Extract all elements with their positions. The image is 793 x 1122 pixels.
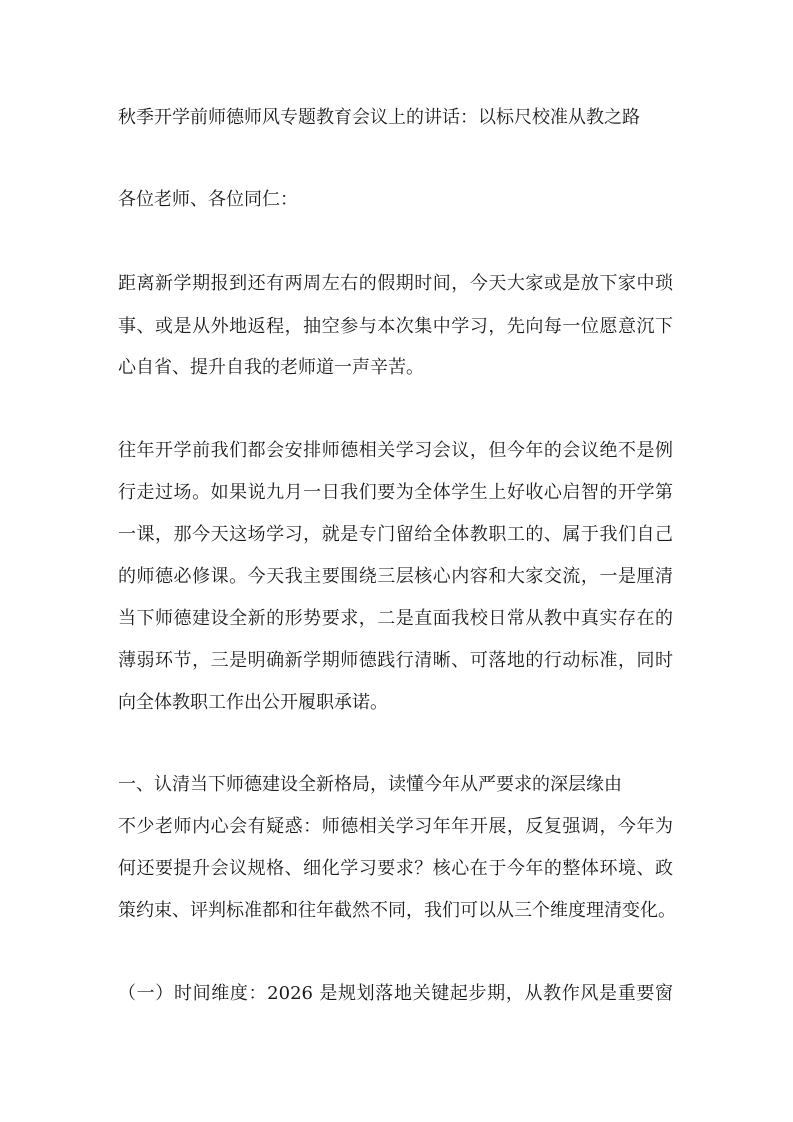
paragraph-line: 何还要提升会议规格、细化学习要求？核心在于今年的整体环境、政: [118, 858, 673, 879]
paragraph-line: 一课，那今天这场学习，就是专门留给全体教职工的、属于我们自己: [118, 524, 673, 545]
paragraph-line: 向全体教职工作出公开履职承诺。: [118, 692, 388, 713]
document-title: 秋季开学前师德师风专题教育会议上的讲话：以标尺校准从教之路: [118, 107, 640, 128]
paragraph-line: 当下师德建设全新的形势要求，二是直面我校日常从教中真实存在的: [118, 608, 673, 629]
salutation: 各位老师、各位同仁：: [118, 189, 298, 210]
paragraph-line: 不少老师内心会有疑惑：师德相关学习年年开展，反复强调，今年为: [118, 816, 673, 837]
paragraph-line: 薄弱环节，三是明确新学期师德践行清晰、可落地的行动标准，同时: [118, 650, 673, 671]
section-heading-1: 一、认清当下师德建设全新格局，读懂今年从严要求的深层缘由: [118, 774, 622, 795]
paragraph-line: 行走过场。如果说九月一日我们要为全体学生上好收心启智的开学第: [118, 482, 673, 503]
paragraph-line: 事、或是从外地返程，抽空参与本次集中学习，先向每一位愿意沉下: [118, 316, 673, 337]
subsection-heading-1: （一）时间维度：2026 是规划落地关键起步期，从教作风是重要窗: [118, 983, 673, 1004]
paragraph-line: 策约束、评判标准都和往年截然不同，我们可以从三个维度理清变化。: [118, 900, 676, 921]
paragraph-line: 的师德必修课。今天我主要围绕三层核心内容和大家交流，一是厘清: [118, 566, 673, 587]
paragraph-line: 往年开学前我们都会安排师德相关学习会议，但今年的会议绝不是例: [118, 440, 673, 461]
paragraph-line: 心自省、提升自我的老师道一声辛苦。: [118, 357, 424, 378]
paragraph-line: 距离新学期报到还有两周左右的假期时间，今天大家或是放下家中琐: [118, 273, 673, 294]
